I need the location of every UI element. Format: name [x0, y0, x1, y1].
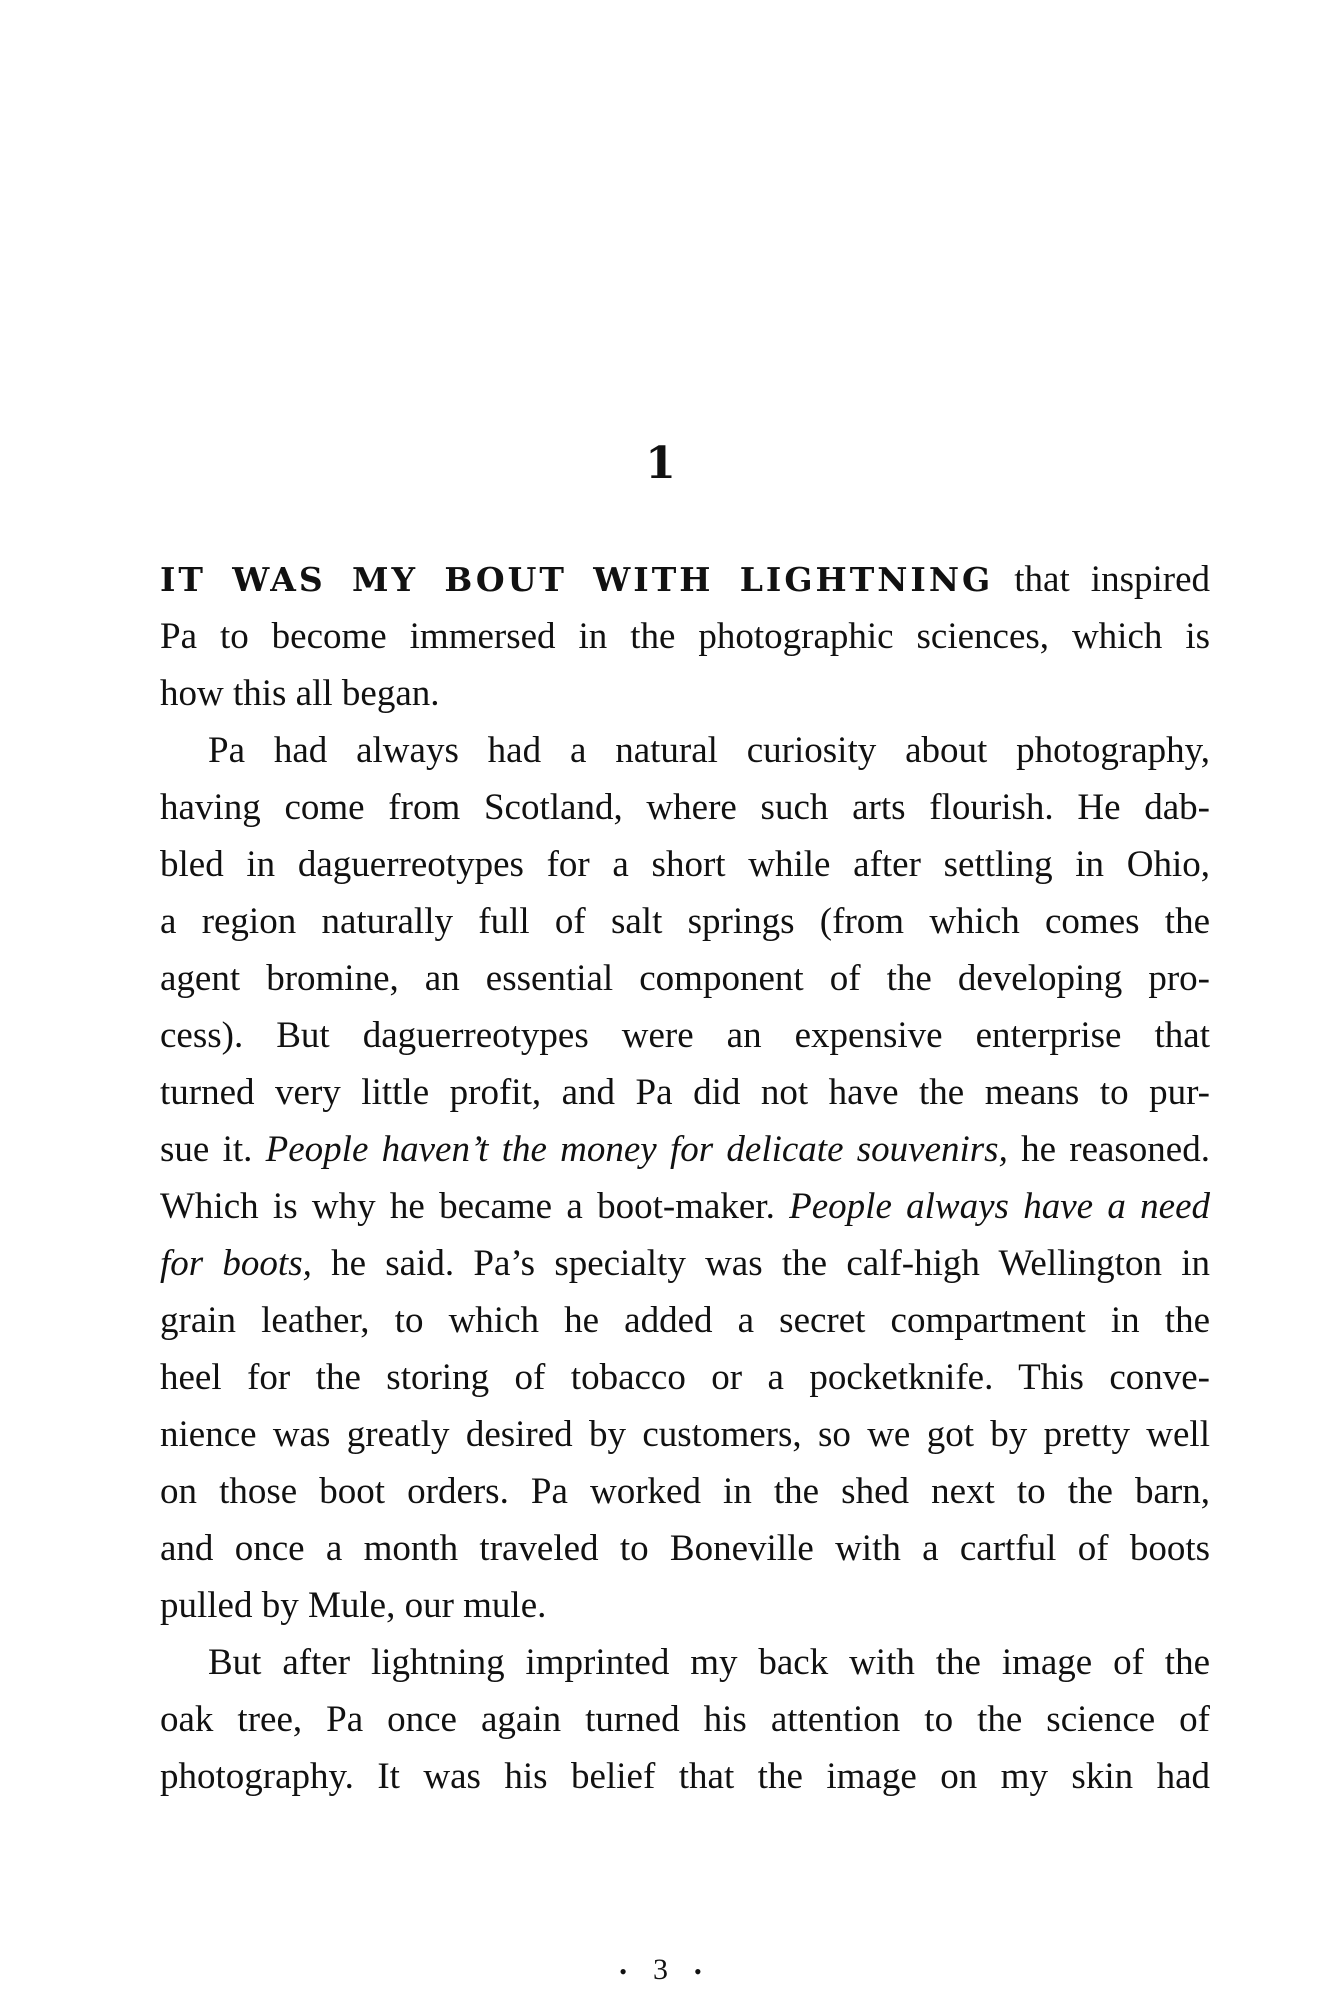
- text-run: on those boot orders. Pa worked in the shed next to the barn,: [160, 1471, 1210, 1512]
- text-line: [160, 1520, 1210, 1577]
- text-run: Pa had always had a natural curiosity about photography,: [208, 730, 1210, 771]
- text-run: agent bromine, an essential component of the developing pro-: [160, 958, 1210, 999]
- text-run: sue it.: [160, 1129, 266, 1170]
- text-run: oak tree, Pa once again turned his attention to the science of: [160, 1699, 1210, 1740]
- text-line: [160, 608, 1210, 665]
- body-text: [160, 551, 1210, 1805]
- text-run: bled in daguerreotypes for a short while after settling in Ohio,: [160, 844, 1210, 885]
- chapter-lead-in: IT WAS MY BOUT WITH LIGHTNING: [160, 560, 994, 599]
- text-line: [160, 665, 1210, 722]
- text-line: [160, 1463, 1210, 1520]
- text-line: [160, 1577, 1210, 1634]
- text-line: [160, 1349, 1210, 1406]
- chapter-number: 1: [645, 438, 676, 489]
- italic-phrase: for boots,: [160, 1243, 312, 1284]
- text-run: he reasoned.: [1007, 1129, 1210, 1170]
- text-line: [160, 1406, 1210, 1463]
- text-line: [160, 722, 1210, 779]
- italic-phrase: People always have a need: [789, 1186, 1211, 1227]
- text-run: Which is why he became a boot-maker.: [160, 1186, 790, 1227]
- text-run: turned very little profit, and Pa did not have the means to pur-: [160, 1072, 1210, 1113]
- text-run: how this all began.: [160, 673, 440, 714]
- text-run: that inspired: [993, 559, 1210, 600]
- text-run: heel for the storing of tobacco or a pocketknife. This conve-: [160, 1357, 1210, 1398]
- text-line: [160, 1748, 1210, 1805]
- text-line: [160, 1121, 1210, 1178]
- text-run: grain leather, to which he added a secret compartment in the: [160, 1300, 1210, 1341]
- text-line: [160, 1292, 1210, 1349]
- folio-ornament-right: •: [694, 1959, 702, 1985]
- text-line: [160, 1634, 1210, 1691]
- text-line: [160, 836, 1210, 893]
- text-run: pulled by Mule, our mule.: [160, 1585, 547, 1626]
- text-run: having come from Scotland, where such arts flourish. He dab-: [160, 787, 1210, 828]
- text-run: and once a month traveled to Boneville with a cartful of boots: [160, 1528, 1210, 1569]
- folio-ornament-left: •: [619, 1959, 627, 1985]
- text-line: [160, 551, 1210, 608]
- text-line: [160, 1691, 1210, 1748]
- italic-phrase: People haven’t the money for delicate souvenirs,: [265, 1129, 1008, 1170]
- text-run: Pa to become immersed in the photographic sciences, which is: [160, 616, 1210, 657]
- text-line: [160, 893, 1210, 950]
- text-run: cess). But daguerreotypes were an expensive enterprise that: [160, 1015, 1210, 1056]
- text-line: [160, 1235, 1210, 1292]
- text-run: a region naturally full of salt springs (from which comes the: [160, 901, 1210, 942]
- text-line: [160, 1178, 1210, 1235]
- text-line: [160, 779, 1210, 836]
- text-line: [160, 1064, 1210, 1121]
- page-folio: [0, 1952, 1321, 1990]
- text-line: [160, 1007, 1210, 1064]
- text-run: he said. Pa’s specialty was the calf-high Wellington in: [311, 1243, 1210, 1284]
- text-run: photography. It was his belief that the image on my skin had: [160, 1756, 1210, 1797]
- text-line: [160, 950, 1210, 1007]
- text-run: But after lightning imprinted my back with the image of the: [208, 1642, 1210, 1683]
- page-number: 3: [653, 1953, 668, 1986]
- text-run: nience was greatly desired by customers, so we got by pretty well: [160, 1414, 1210, 1455]
